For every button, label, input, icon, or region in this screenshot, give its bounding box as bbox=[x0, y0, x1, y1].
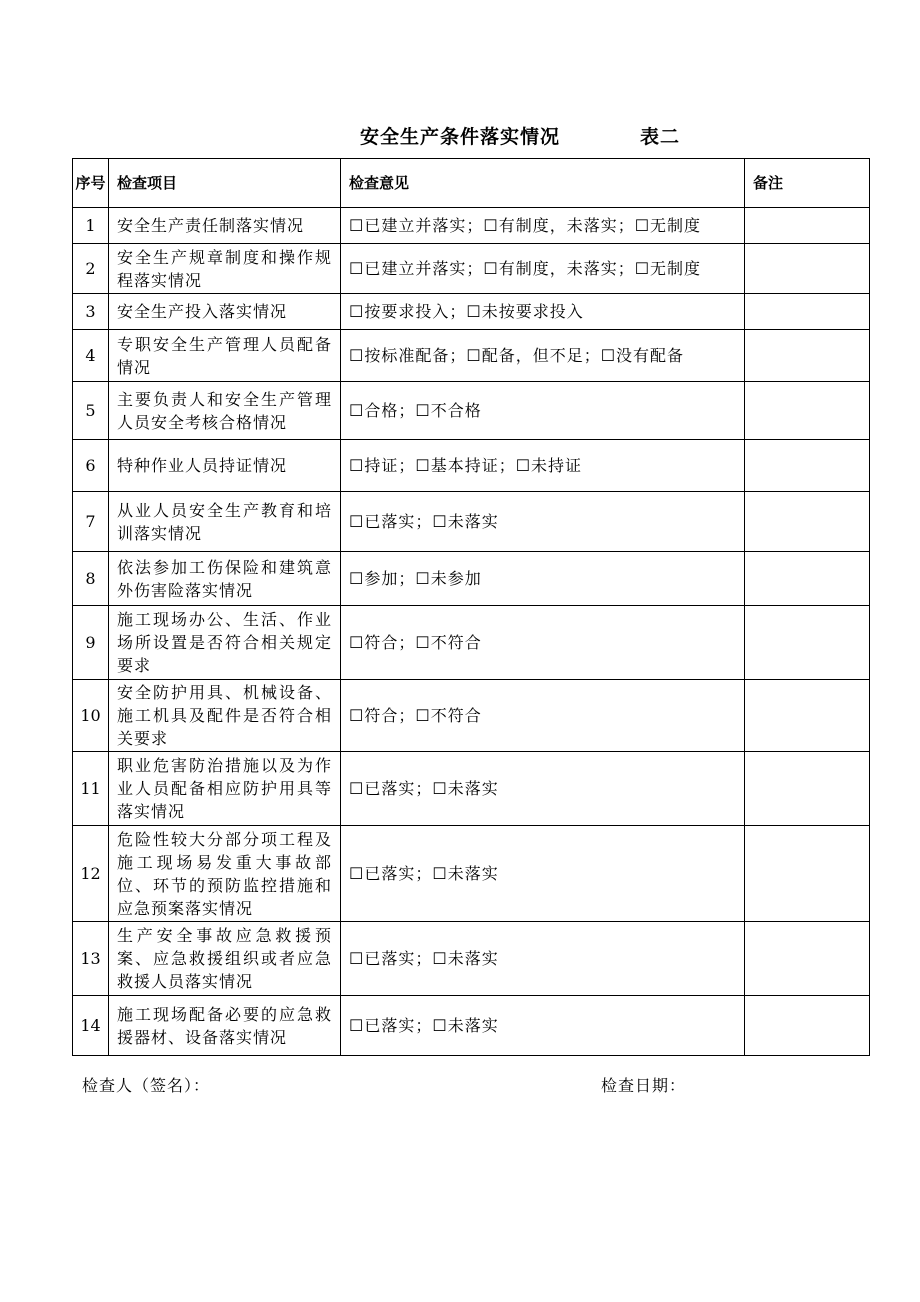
inspection-table bbox=[72, 158, 870, 1056]
row-opinion: ☐参加；☐未参加 bbox=[341, 552, 745, 606]
table-row bbox=[73, 922, 870, 996]
row-remark[interactable] bbox=[745, 294, 870, 330]
row-item: 职业危害防治措施以及为作业人员配备相应防护用具等落实情况 bbox=[109, 752, 341, 826]
row-opinion: ☐已落实；☐未落实 bbox=[341, 826, 745, 922]
row-item: 从业人员安全生产教育和培训落实情况 bbox=[109, 492, 341, 552]
row-opinion: ☐符合；☐不符合 bbox=[341, 680, 745, 752]
row-remark[interactable] bbox=[745, 330, 870, 382]
row-opinion: ☐已建立并落实；☐有制度，未落实；☐无制度 bbox=[341, 208, 745, 244]
row-opinion: ☐合格；☐不合格 bbox=[341, 382, 745, 440]
row-remark[interactable] bbox=[745, 244, 870, 294]
row-opinion: ☐已落实；☐未落实 bbox=[341, 752, 745, 826]
row-item: 安全防护用具、机械设备、施工机具及配件是否符合相关要求 bbox=[109, 680, 341, 752]
row-item: 施工现场办公、生活、作业场所设置是否符合相关规定要求 bbox=[109, 606, 341, 680]
row-remark[interactable] bbox=[745, 552, 870, 606]
row-remark[interactable] bbox=[745, 680, 870, 752]
table-row bbox=[73, 440, 870, 492]
header-remark: 备注 bbox=[745, 159, 870, 208]
row-seq: 2 bbox=[73, 244, 109, 294]
header-seq: 序号 bbox=[73, 159, 109, 208]
row-seq: 11 bbox=[73, 752, 109, 826]
table-row bbox=[73, 996, 870, 1056]
row-remark[interactable] bbox=[745, 606, 870, 680]
row-remark[interactable] bbox=[745, 752, 870, 826]
form-title-tag: 表二 bbox=[640, 126, 681, 148]
row-item: 生产安全事故应急救援预案、应急救援组织或者应急救援人员落实情况 bbox=[109, 922, 341, 996]
table-row bbox=[73, 382, 870, 440]
header-opinion: 检查意见 bbox=[341, 159, 745, 208]
row-item: 危险性较大分部分项工程及施工现场易发重大事故部位、环节的预防监控措施和应急预案落实情况 bbox=[109, 826, 341, 922]
row-seq: 3 bbox=[73, 294, 109, 330]
table-row bbox=[73, 752, 870, 826]
row-seq: 6 bbox=[73, 440, 109, 492]
header-item: 检查项目 bbox=[109, 159, 341, 208]
row-seq: 10 bbox=[73, 680, 109, 752]
table-row bbox=[73, 826, 870, 922]
row-remark[interactable] bbox=[745, 492, 870, 552]
row-opinion: ☐持证；☐基本持证；☐未持证 bbox=[341, 440, 745, 492]
row-opinion: ☐已落实；☐未落实 bbox=[341, 492, 745, 552]
row-item: 特种作业人员持证情况 bbox=[109, 440, 341, 492]
table-row bbox=[73, 680, 870, 752]
row-item: 主要负责人和安全生产管理人员安全考核合格情况 bbox=[109, 382, 341, 440]
row-opinion: ☐已建立并落实；☐有制度，未落实；☐无制度 bbox=[341, 244, 745, 294]
row-remark[interactable] bbox=[745, 922, 870, 996]
table-row bbox=[73, 492, 870, 552]
row-seq: 14 bbox=[73, 996, 109, 1056]
table-row bbox=[73, 244, 870, 294]
row-item: 专职安全生产管理人员配备情况 bbox=[109, 330, 341, 382]
row-opinion: ☐符合；☐不符合 bbox=[341, 606, 745, 680]
row-opinion: ☐已落实；☐未落实 bbox=[341, 922, 745, 996]
form-title bbox=[0, 122, 920, 152]
row-seq: 12 bbox=[73, 826, 109, 922]
row-item: 施工现场配备必要的应急救援器材、设备落实情况 bbox=[109, 996, 341, 1056]
row-seq: 13 bbox=[73, 922, 109, 996]
row-remark[interactable] bbox=[745, 208, 870, 244]
row-item: 安全生产规章制度和操作规程落实情况 bbox=[109, 244, 341, 294]
row-item: 安全生产投入落实情况 bbox=[109, 294, 341, 330]
table-row bbox=[73, 606, 870, 680]
table-row bbox=[73, 330, 870, 382]
row-remark[interactable] bbox=[745, 382, 870, 440]
row-seq: 4 bbox=[73, 330, 109, 382]
row-seq: 8 bbox=[73, 552, 109, 606]
table-header-row bbox=[73, 159, 870, 208]
row-item: 安全生产责任制落实情况 bbox=[109, 208, 341, 244]
table-row bbox=[73, 552, 870, 606]
row-item: 依法参加工伤保险和建筑意外伤害险落实情况 bbox=[109, 552, 341, 606]
inspection-date-label: 检查日期： bbox=[601, 1076, 687, 1095]
row-remark[interactable] bbox=[745, 826, 870, 922]
row-opinion: ☐已落实；☐未落实 bbox=[341, 996, 745, 1056]
row-seq: 7 bbox=[73, 492, 109, 552]
row-seq: 1 bbox=[73, 208, 109, 244]
row-opinion: ☐按标准配备；☐配备，但不足；☐没有配备 bbox=[341, 330, 745, 382]
inspector-signature-label: 检查人（签名）： bbox=[82, 1076, 211, 1095]
table-row bbox=[73, 294, 870, 330]
row-seq: 5 bbox=[73, 382, 109, 440]
row-remark[interactable] bbox=[745, 440, 870, 492]
row-opinion: ☐按要求投入；☐未按要求投入 bbox=[341, 294, 745, 330]
row-seq: 9 bbox=[73, 606, 109, 680]
form-title-main: 安全生产条件落实情况 bbox=[360, 126, 561, 148]
row-remark[interactable] bbox=[745, 996, 870, 1056]
table-row bbox=[73, 208, 870, 244]
